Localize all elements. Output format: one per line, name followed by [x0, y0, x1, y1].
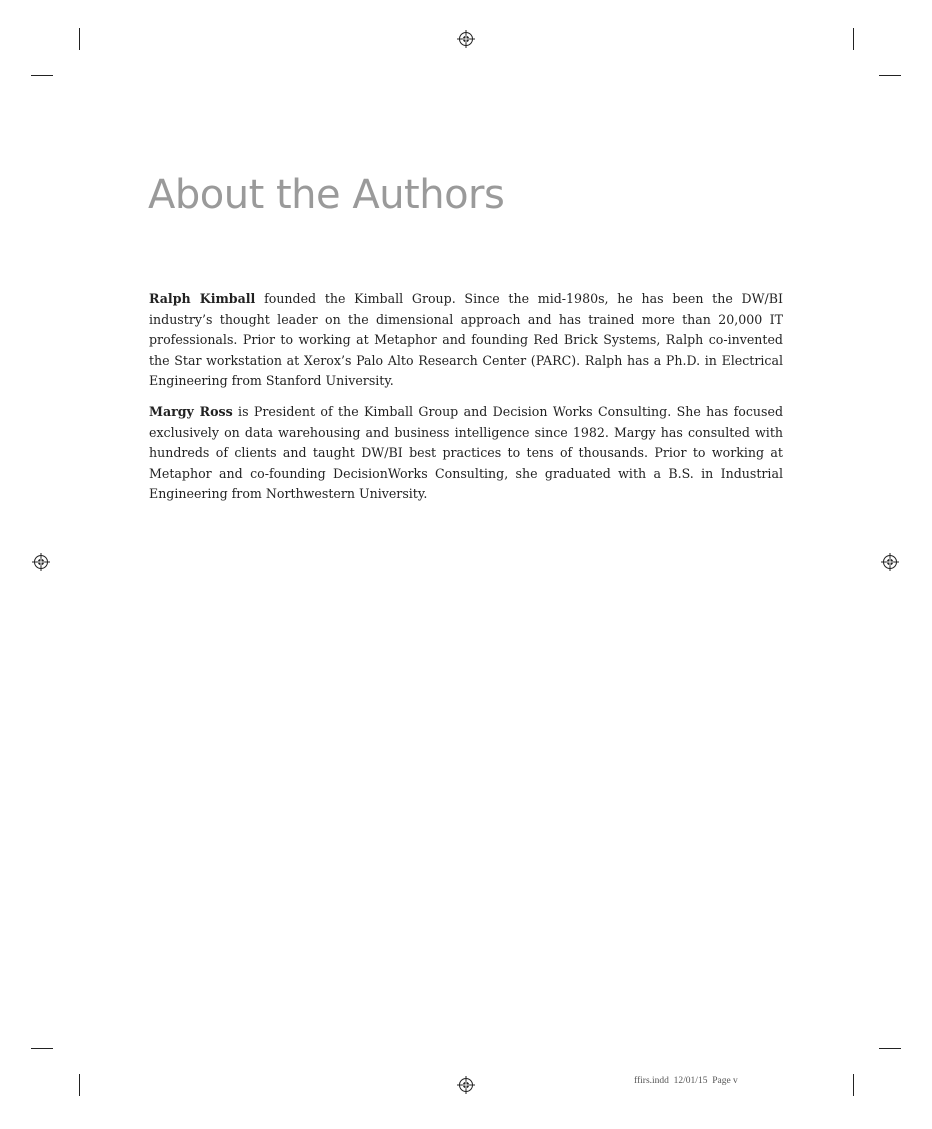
- crop-mark-top-right-horizontal: [879, 75, 901, 76]
- crop-mark-bottom-left-vertical: [79, 1074, 80, 1096]
- crop-mark-top-right-vertical: [853, 28, 854, 50]
- print-slug: ffirs.indd 12/01/15 Page v: [634, 1076, 738, 1086]
- registration-mark-icon: [32, 553, 50, 571]
- page-title: About the Authors: [148, 172, 505, 218]
- author-name: Margy Ross: [149, 404, 233, 419]
- registration-mark-icon: [457, 30, 475, 48]
- author-name: Ralph Kimball: [149, 291, 256, 306]
- author-bio-text: is President of the Kimball Group and Decision Works Consulting. She has focused exclusively on data warehousing and business intelligence since 1982. Margy has consulted with hundreds of clients and taught DW/BI best practices to tens of thousands. Prior to working at Metaphor and co-founding DecisionWorks Consulting, she graduated with a B.S. in Industrial Engineering from Northwestern University.: [149, 404, 784, 501]
- crop-mark-bottom-right-vertical: [853, 1074, 854, 1096]
- author-bio-paragraph: [149, 289, 783, 392]
- crop-mark-top-left-vertical: [79, 28, 80, 50]
- registration-mark-icon: [457, 1076, 475, 1094]
- author-bio-paragraph: [149, 402, 783, 505]
- author-bio-text: founded the Kimball Group. Since the mid-1980s, he has been the DW/BI industry’s thought leader on the dimensional approach and has trained more than 20,000 IT professionals. Prior to working at Metaphor and founding Red Brick Systems, Ralph co-invented the Star workstation at Xerox’s Palo Alto Research Center (PARC). Ralph has a Ph.D. in Electrical Engineering from Stanford University.: [149, 291, 783, 388]
- crop-mark-bottom-left-horizontal: [31, 1048, 53, 1049]
- crop-mark-top-left-horizontal: [31, 75, 53, 76]
- registration-mark-icon: [881, 553, 899, 571]
- crop-mark-bottom-right-horizontal: [879, 1048, 901, 1049]
